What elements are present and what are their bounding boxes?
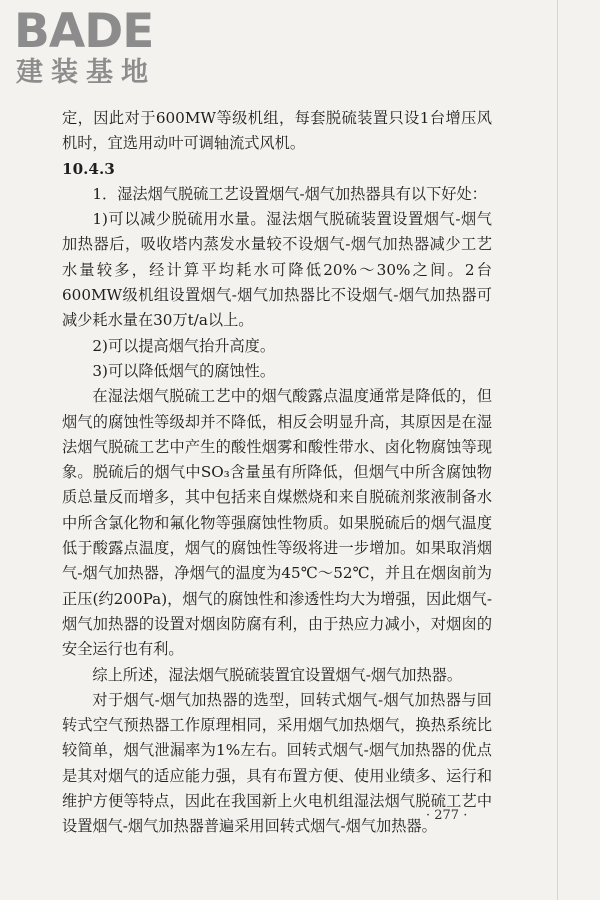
paragraph-sub-2: 2)可以提高烟气抬升高度。 bbox=[92, 336, 276, 355]
logo-word: BADE bbox=[14, 4, 154, 59]
logo bbox=[14, 4, 184, 90]
page-number: · 277 · bbox=[426, 808, 468, 823]
paragraph-item-1: 1．湿法烟气脱硫工艺设置烟气-烟气加热器具有以下好处： bbox=[92, 184, 487, 203]
section-heading: 10.4.3 bbox=[62, 159, 115, 178]
paragraph-summary: 综上所述，湿法烟气脱硫装置宜设置烟气-烟气加热器。 bbox=[92, 665, 463, 684]
paragraph-corrosion: 在湿法烟气脱硫工艺中的烟气酸露点温度通常是降低的，但烟气的腐蚀性等级却并不降低，相反会明显升高，其原因是在湿法烟气脱硫工艺中产生的酸性烟雾和酸性带水、卤化物腐蚀等现象。脱硫后的烟气中SO₃含量虽有所降低，但烟气中所含腐蚀物质总量反而增多，其中包括来自煤燃烧和来自脱硫剂浆液制备水中所含氯化物和氟化物等强腐蚀性物质。如果脱硫后的烟气温度低于酸露点温度，烟气的腐蚀性等级将进一步增加。如果取消烟气-烟气加热器，净烟气的温度为45℃～52℃，并且在烟囱前为正压(约200Pa)，烟气的腐蚀性和渗透性均大为增强，因此烟气-烟气加热器的设置对烟囱防腐有利，由于热应力减小，对烟囱的安全运行也有利。 bbox=[62, 387, 492, 659]
body-text bbox=[62, 106, 492, 840]
paragraph-continuation: 定，因此对于600MW等级机组，每套脱硫装置只设1台增压风机时，宜选用动叶可调轴流式风机。 bbox=[62, 109, 492, 153]
paragraph-sub-1: 1)可以减少脱硫用水量。湿法烟气脱硫装置设置烟气-烟气加热器后，吸收塔内蒸发水量较不设烟气-烟气加热器减少工艺水量较多，经计算平均耗水可降低20%～30%之间。2台600MW级机组设置烟气-烟气加热器比不设烟气-烟气加热器可减少耗水量在30万t/a以上。 bbox=[62, 210, 492, 330]
paragraph-selection: 对于烟气-烟气加热器的选型，回转式烟气-烟气加热器与回转式空气预热器工作原理相同，采用烟气加热烟气，换热系统比较简单，烟气泄漏率为1%左右。回转式烟气-烟气加热器的优点是其对烟气的适应能力强，具有布置方便、使用业绩多、运行和维护方便等特点，因此在我国新上火电机组湿法烟气脱硫工艺中设置烟气-烟气加热器普遍采用回转式烟气-烟气加热器。 bbox=[62, 690, 492, 836]
logo-subtitle: 建装基地 bbox=[16, 57, 156, 88]
page-edge-line bbox=[557, 0, 558, 900]
paragraph-sub-3: 3)可以降低烟气的腐蚀性。 bbox=[92, 361, 276, 380]
